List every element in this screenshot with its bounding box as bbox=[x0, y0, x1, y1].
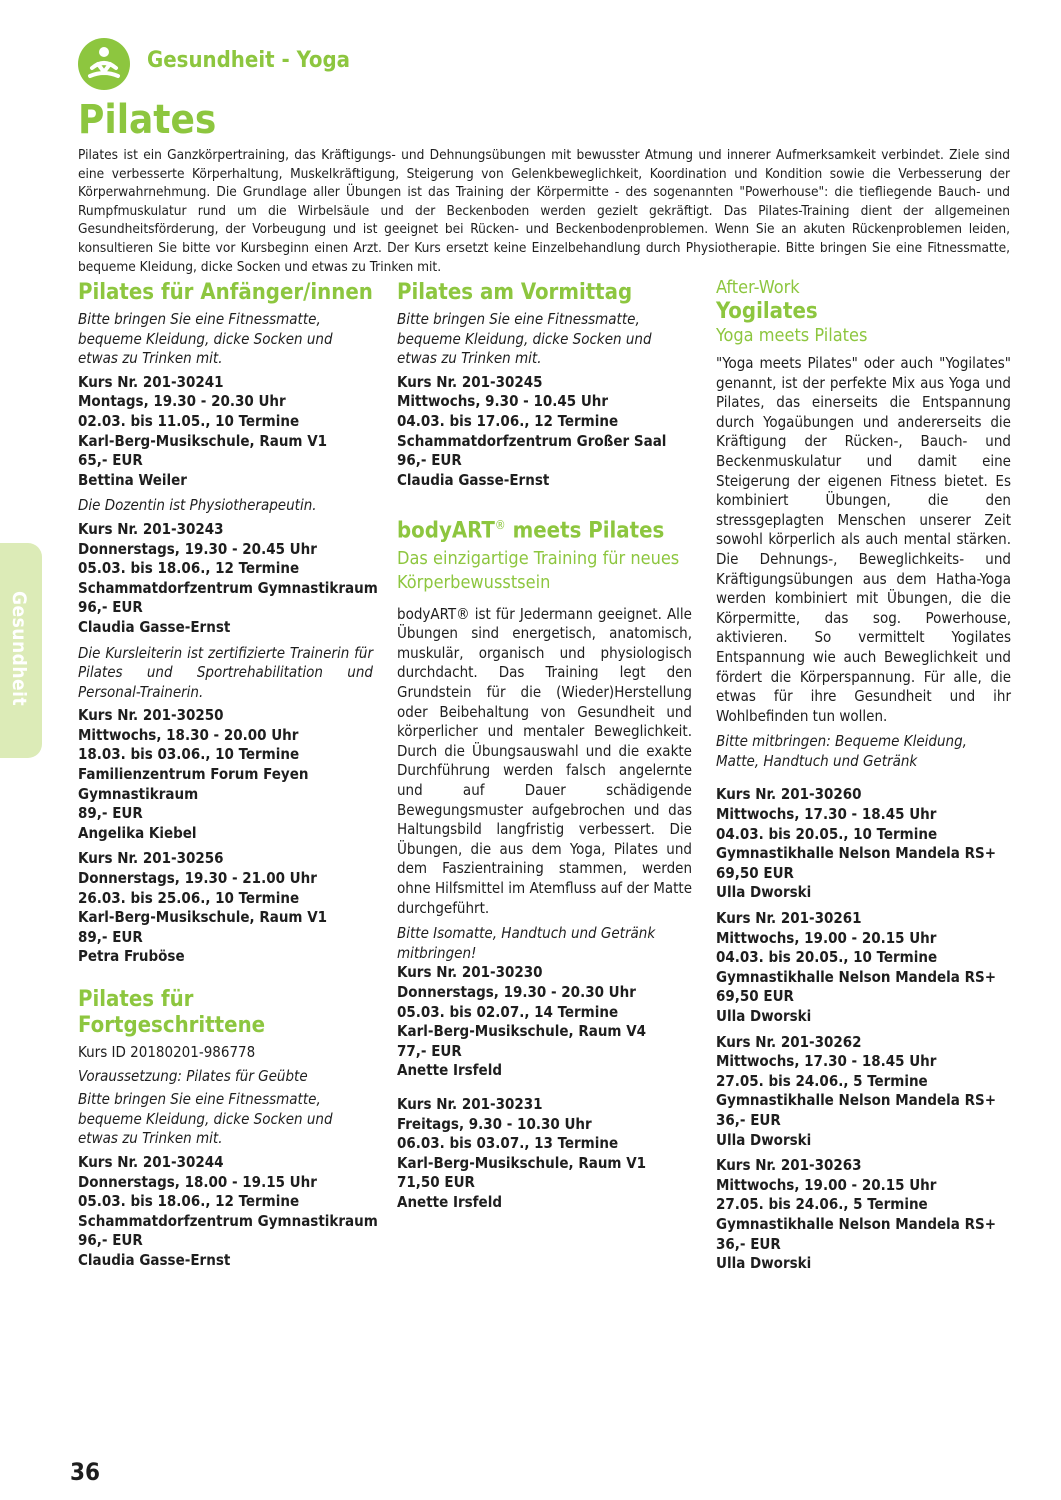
course-dates: 05.03. bis 18.06., 12 Termine bbox=[78, 1192, 300, 1211]
bodyart-title-rest: meets Pilates bbox=[505, 518, 665, 544]
course-teacher: Ulla Dworski bbox=[716, 1254, 812, 1273]
bodyart-heading bbox=[397, 512, 692, 544]
morning-heading: Pilates am Vormittag bbox=[397, 280, 633, 305]
course-teacher: Anette Irsfeld bbox=[397, 1192, 502, 1211]
column-2 bbox=[397, 280, 692, 1218]
intro-text: Pilates ist ein Ganzkörpertraining, das Kräftigungs- und Dehnungsübungen mit bewusster Atmung und innerer Aufmerksamkeit verbindet. Ziele sind eine verbesserte Körperhaltung, Muskelkräftigung, Steigerung von Gelenkbeweglichkeit, Koordination und Kondition sowie die Verbesserung der Körperwahrnehmung. Die Grundlage aller Übungen ist das Training der Körpermitte - des sogenannten "Powerhouse": die tiefliegende Bauch- und Rumpfmuskulatur rund um die Wirbelsäule und der Beckenboden werden gezielt gekräftigt. Das Pilates-Training dient der allgemeinen Gesundheitsförderung, der Vorbeugung und ist geeignet bei Rücken- und Beckenbodenproblemen. Wenn Sie an akuten Rückenproblemen leiden, konsultieren Sie bitte vor Kursbeginn einen Arzt. Der Kurs ersetzt keine Einzelbehandlung durch Physiotherapie. Bitte bringen Sie eine Fitnessmatte, bequeme Kleidung, dicke Socken und etwas zu Trinken mit. bbox=[78, 147, 1010, 275]
course-time: Donnerstags, 19.30 - 20.30 Uhr bbox=[397, 982, 636, 1001]
course-place: Karl-Berg-Musikschule, Raum V4 bbox=[397, 1022, 647, 1041]
yogilates-text: "Yoga meets Pilates" oder auch "Yogilates" genannt, ist der perfekte Mix aus Yoga und Pilates, das einerseits die Entspannung durch Yogaübungen und andererseits die Kräftigung der Rücken-, Bauch- und Beckenmuskulatur und damit eine Steigerung der eigenen Fitness bietet. Es kombiniert Übungen, die den stressgeplagten Menschen unserer Zeit sowohl körperlich als auch mental stärken. Die Dehnungs-, Beweglichkeits- und Kräftigungsübungen aus dem Hatha-Yoga werden kombiniert mit Übungen, die die Körpermitte, das sog. Powerhouse, aktivieren. So vermittelt Yogilates Entspannung wie auch Beweglichkeit und fördert die Körperspannung. Für alle, die etwas für ihre Gesundheit und ihr Wohlbefinden tun wollen. bbox=[716, 354, 1011, 725]
course-dates: 27.05. bis 24.06., 5 Termine bbox=[716, 1195, 928, 1214]
course-number: Kurs Nr. 201-30241 bbox=[78, 372, 224, 391]
course-dates: 04.03. bis 17.06., 12 Termine bbox=[397, 411, 619, 430]
course-teacher: Ulla Dworski bbox=[716, 883, 812, 902]
course-price: 96,- EUR bbox=[397, 451, 462, 470]
column-3 bbox=[716, 276, 1011, 1280]
teacher-note: Die Kursleiterin ist zertifizierte Trainerin für Pilates und Sportrehabilitation und Personal-Trainerin. bbox=[78, 643, 373, 701]
course-place: Schammatdorfzentrum Großer Saal bbox=[397, 431, 667, 450]
course-price: 89,- EUR bbox=[78, 804, 143, 823]
course-time: Montags, 19.30 - 20.30 Uhr bbox=[78, 392, 286, 411]
course-price: 71,50 EUR bbox=[397, 1173, 475, 1192]
course-block bbox=[397, 373, 692, 491]
course-block bbox=[78, 706, 373, 843]
course-block bbox=[716, 909, 1011, 1027]
course-block bbox=[78, 849, 373, 967]
yogilates-note: Bitte mitbringen: Bequeme Kleidung, Matte, Handtuch und Getränk bbox=[716, 732, 967, 770]
course-number: Kurs Nr. 201-30250 bbox=[78, 706, 224, 725]
course-place: Karl-Berg-Musikschule, Raum V1 bbox=[397, 1153, 647, 1172]
course-dates: 26.03. bis 25.06., 10 Termine bbox=[78, 888, 300, 907]
page-title: Pilates bbox=[78, 97, 217, 143]
course-dates: 04.03. bis 20.05., 10 Termine bbox=[716, 948, 938, 967]
course-place: Familienzentrum Forum Feyen bbox=[78, 765, 309, 784]
advanced-note: Bitte bringen Sie eine Fitnessmatte, bequeme Kleidung, dicke Socken und etwas zu Trinken mit. bbox=[78, 1090, 333, 1148]
course-block bbox=[78, 519, 378, 638]
course-dates: 04.03. bis 20.05., 10 Termine bbox=[716, 824, 938, 843]
bodyart-title: bodyART bbox=[397, 518, 495, 544]
course-price: 69,50 EUR bbox=[716, 863, 794, 882]
course-dates: 27.05. bis 24.06., 5 Termine bbox=[716, 1071, 928, 1090]
course-number: Kurs Nr. 201-30262 bbox=[716, 1032, 862, 1051]
course-number: Kurs Nr. 201-30260 bbox=[716, 785, 862, 804]
course-price: 77,- EUR bbox=[397, 1041, 462, 1060]
bodyart-text: bodyART® ist für Jedermann geeignet. Alle Übungen sind energetisch, anatomisch, muskulär, organisch und physiologisch durchdacht. Das Training legt den Grundstein für die (Wieder)Herstellung oder Beibehaltung von Gesundheit und körperlicher und mentaler Beweglichkeit. Durch die Übungsauswahl und die exakte Durchführung werden falsch angelernte und auf Dauer schädigende Bewegungsmuster aufgebrochen und das Haltungsbild langfristig verbessert. Die Übungen, die aus dem Yoga, Pilates und dem Faszientraining stammen, werden ohne Hilfsmittel im Atemfluss auf der Matte durchgeführt. bbox=[397, 604, 692, 917]
course-place: Karl-Berg-Musikschule, Raum V1 bbox=[78, 431, 328, 450]
course-teacher: Angelika Kiebel bbox=[78, 823, 197, 842]
course-number: Kurs Nr. 201-30244 bbox=[78, 1152, 224, 1171]
course-teacher: Petra Fruböse bbox=[78, 947, 185, 966]
beginners-note: Bitte bringen Sie eine Fitnessmatte, bequeme Kleidung, dicke Socken und etwas zu Trinken mit. bbox=[78, 310, 333, 368]
course-dates: 05.03. bis 18.06., 12 Termine bbox=[78, 559, 300, 578]
course-number: Kurs Nr. 201-30263 bbox=[716, 1156, 862, 1175]
course-id bbox=[78, 1043, 373, 1063]
course-place: Gymnastikhalle Nelson Mandela RS+ bbox=[716, 1214, 997, 1233]
course-dates: 02.03. bis 11.05., 10 Termine bbox=[78, 411, 300, 430]
course-time: Mittwochs, 19.00 - 20.15 Uhr bbox=[716, 928, 937, 947]
course-block bbox=[78, 1152, 378, 1271]
course-place: Karl-Berg-Musikschule, Raum V1 bbox=[78, 908, 328, 927]
course-place-room: Gymnastikraum bbox=[78, 784, 199, 803]
column-1 bbox=[78, 280, 378, 1277]
course-price: 89,- EUR bbox=[78, 927, 143, 946]
course-dates: 05.03. bis 02.07., 14 Termine bbox=[397, 1002, 619, 1021]
morning-note: Bitte bringen Sie eine Fitnessmatte, bequeme Kleidung, dicke Socken und etwas zu Trinken mit. bbox=[397, 310, 652, 368]
course-dates: 18.03. bis 03.06., 10 Termine bbox=[78, 745, 300, 764]
bodyart-note: Bitte Isomatte, Handtuch und Getränk mitbringen! bbox=[397, 924, 656, 962]
course-place: Gymnastikhalle Nelson Mandela RS+ bbox=[716, 967, 997, 986]
course-time: Mittwochs, 9.30 - 10.45 Uhr bbox=[397, 392, 609, 411]
course-price: 65,- EUR bbox=[78, 451, 143, 470]
course-id-text: Kurs ID 20180201-986778 bbox=[78, 1043, 256, 1061]
course-price: 96,- EUR bbox=[78, 1231, 143, 1250]
course-time: Mittwochs, 17.30 - 18.45 Uhr bbox=[716, 1052, 937, 1071]
course-time: Donnerstags, 19.30 - 20.45 Uhr bbox=[78, 539, 317, 558]
course-price: 36,- EUR bbox=[716, 1110, 781, 1129]
course-teacher: Bettina Weiler bbox=[78, 470, 187, 489]
course-dates: 06.03. bis 03.07., 13 Termine bbox=[397, 1134, 619, 1153]
course-block bbox=[397, 1095, 692, 1213]
advanced-heading: Pilates für Fortgeschrittene bbox=[78, 987, 266, 1038]
course-block bbox=[716, 1156, 1011, 1274]
course-time: Mittwochs, 19.00 - 20.15 Uhr bbox=[716, 1175, 937, 1194]
course-time: Mittwochs, 18.30 - 20.00 Uhr bbox=[78, 725, 299, 744]
course-time: Mittwochs, 17.30 - 18.45 Uhr bbox=[716, 805, 937, 824]
course-place: Schammatdorfzentrum Gymnastikraum bbox=[78, 578, 378, 597]
course-number: Kurs Nr. 201-30230 bbox=[397, 963, 543, 982]
course-number: Kurs Nr. 201-30243 bbox=[78, 519, 224, 538]
yogilates-subtitle: Yoga meets Pilates bbox=[716, 325, 868, 346]
section-title: Gesundheit - Yoga bbox=[147, 48, 350, 73]
yogilates-kicker: After-Work bbox=[716, 277, 800, 298]
registered-mark: ® bbox=[494, 518, 506, 533]
course-price: 69,50 EUR bbox=[716, 987, 794, 1006]
course-place: Gymnastikhalle Nelson Mandela RS+ bbox=[716, 1091, 997, 1110]
teacher-note: Die Dozentin ist Physiotherapeutin. bbox=[78, 496, 317, 515]
course-teacher: Ulla Dworski bbox=[716, 1130, 812, 1149]
course-price: 36,- EUR bbox=[716, 1234, 781, 1253]
course-block bbox=[716, 785, 1011, 903]
section-side-tab bbox=[0, 543, 42, 758]
course-number: Kurs Nr. 201-30231 bbox=[397, 1094, 543, 1113]
bodyart-subtitle: Das einzigartige Training für neues Körperbewusstsein bbox=[397, 547, 680, 593]
course-number: Kurs Nr. 201-30261 bbox=[716, 909, 862, 928]
beginners-heading: Pilates für Anfänger/innen bbox=[78, 280, 373, 305]
course-teacher: Claudia Gasse-Ernst bbox=[78, 617, 231, 636]
course-place: Gymnastikhalle Nelson Mandela RS+ bbox=[716, 844, 997, 863]
course-teacher: Claudia Gasse-Ernst bbox=[78, 1250, 231, 1269]
course-time: Donnerstags, 19.30 - 21.00 Uhr bbox=[78, 869, 317, 888]
course-number: Kurs Nr. 201-30245 bbox=[397, 372, 543, 391]
yogilates-heading: Yogilates bbox=[716, 299, 818, 324]
course-time: Donnerstags, 18.00 - 19.15 Uhr bbox=[78, 1172, 317, 1191]
course-place: Schammatdorfzentrum Gymnastikraum bbox=[78, 1211, 378, 1230]
side-tab-label: Gesundheit bbox=[8, 591, 30, 707]
yoga-pose-icon bbox=[78, 38, 130, 90]
course-block bbox=[78, 373, 373, 491]
prerequisite-note: Voraussetzung: Pilates für Geübte bbox=[78, 1066, 308, 1085]
course-block bbox=[397, 963, 692, 1081]
course-teacher: Anette Irsfeld bbox=[397, 1061, 502, 1080]
course-number: Kurs Nr. 201-30256 bbox=[78, 849, 224, 868]
course-teacher: Ulla Dworski bbox=[716, 1007, 812, 1025]
page-number: 36 bbox=[70, 1458, 101, 1486]
course-teacher: Claudia Gasse-Ernst bbox=[397, 470, 550, 489]
course-time: Freitags, 9.30 - 10.30 Uhr bbox=[397, 1114, 592, 1133]
course-price: 96,- EUR bbox=[78, 598, 143, 617]
course-block bbox=[716, 1033, 1011, 1151]
